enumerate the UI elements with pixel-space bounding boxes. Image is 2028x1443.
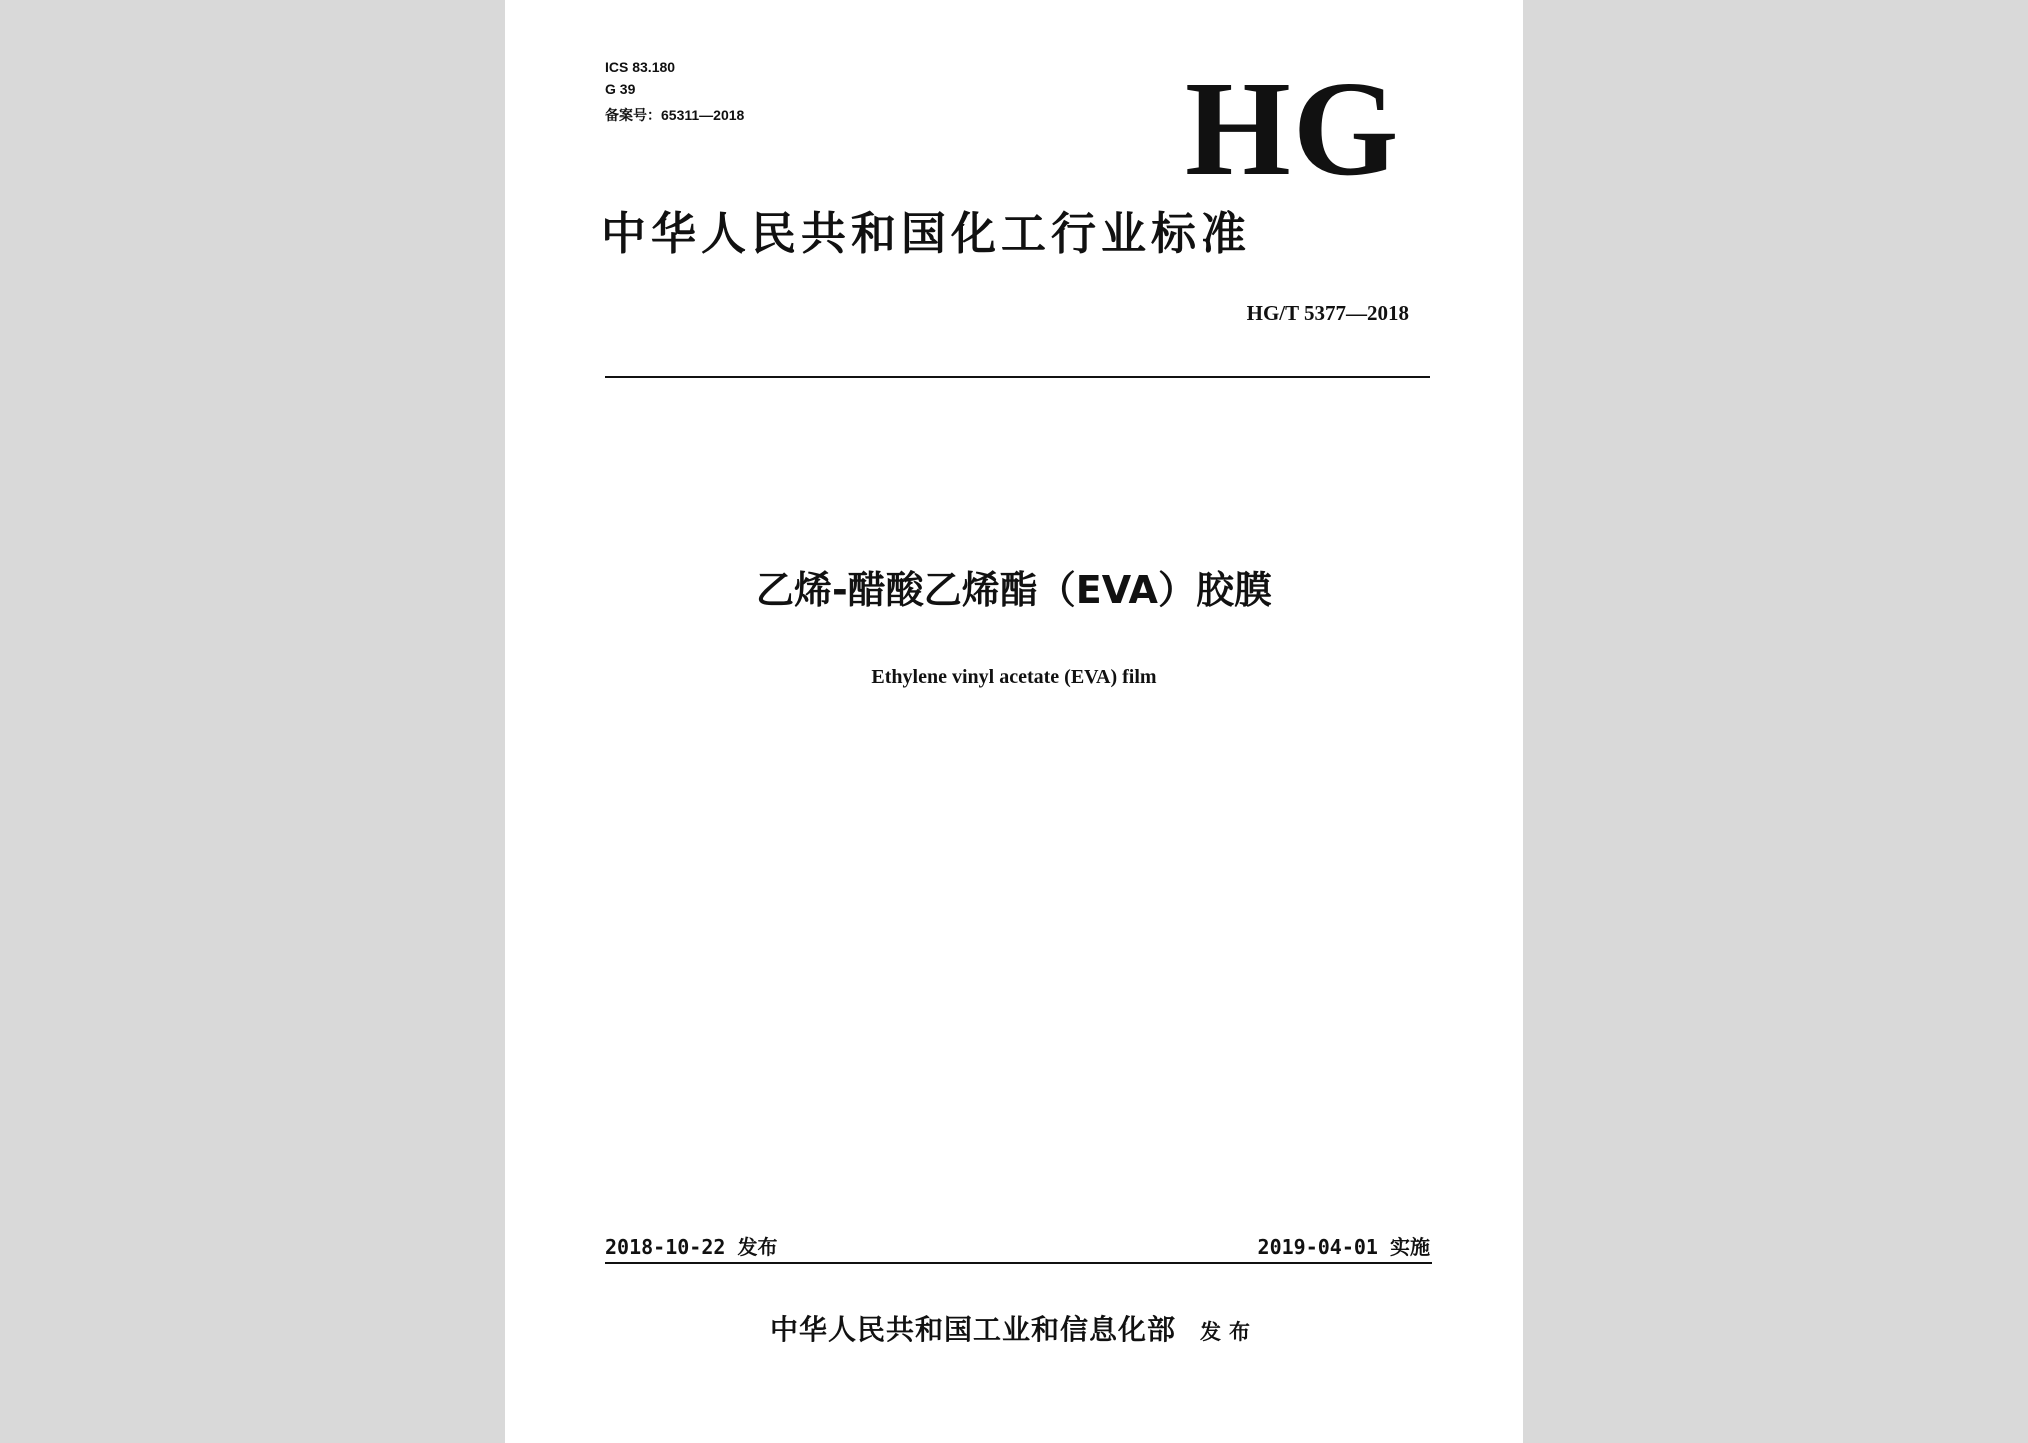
standard-type-heading: 中华人民共和国化工行业标准 [601, 207, 1252, 260]
standard-cover-page [505, 0, 1523, 1443]
publisher-name: 中华人民共和国工业和信息化部 [769, 1313, 1176, 1346]
publisher-action: 发布 [1200, 1320, 1258, 1344]
publish-date: 2018-10-22 发布 [605, 1235, 778, 1259]
ics-code: ICS 83.180 [605, 59, 676, 75]
header-divider [605, 376, 1430, 378]
title-english: Ethylene vinyl acetate (EVA) film [871, 666, 1157, 688]
standard-number: HG/T 5377—2018 [1246, 301, 1409, 325]
hg-logo: HG [1185, 54, 1401, 204]
footer-divider [605, 1262, 1432, 1264]
title-chinese: 乙烯-醋酸乙烯酯（EVA）胶膜 [756, 568, 1272, 612]
implement-date: 2019-04-01 实施 [1257, 1235, 1430, 1259]
ccs-code: G 39 [605, 81, 636, 97]
filing-number: 备案号：65311—2018 [605, 107, 745, 123]
publisher-line [505, 1310, 1523, 1352]
